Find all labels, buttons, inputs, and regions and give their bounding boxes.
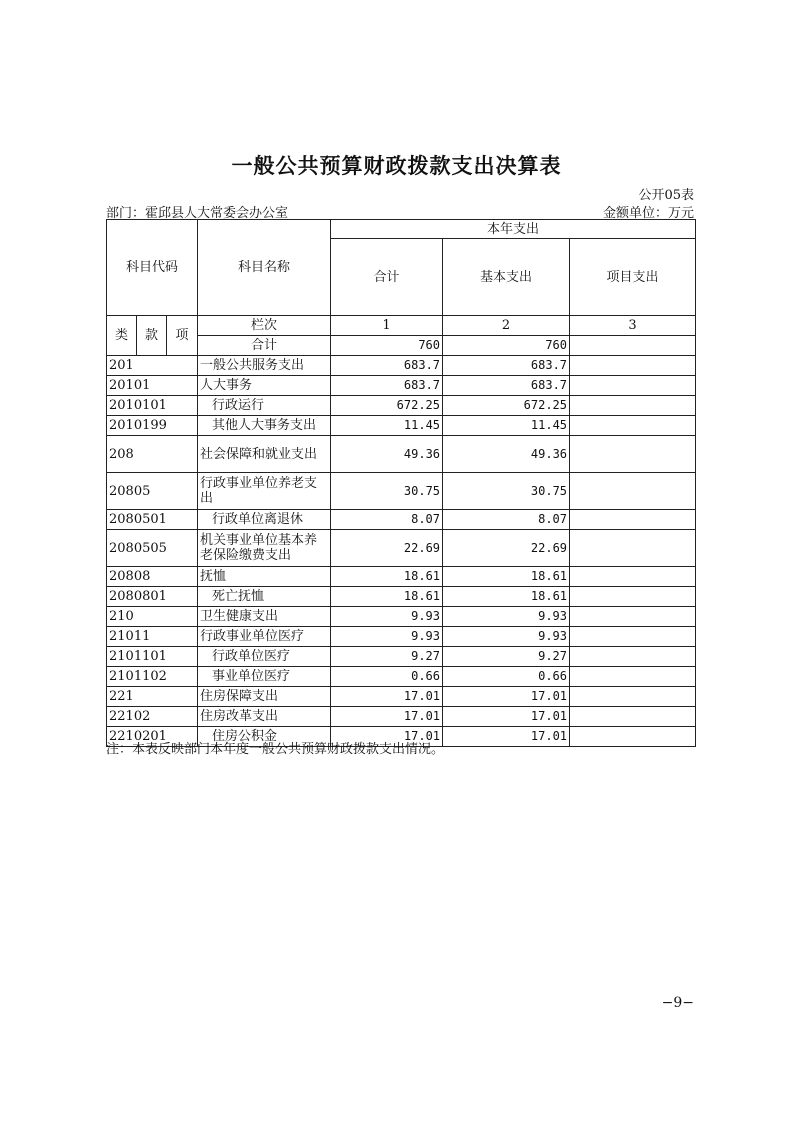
table-row xyxy=(107,510,696,530)
table-row xyxy=(107,530,696,567)
row-basic: 683.7 xyxy=(443,356,570,376)
row-name: 社会保障和就业支出 xyxy=(198,436,331,473)
row-total: 30.75 xyxy=(331,473,443,510)
row-total: 9.93 xyxy=(331,627,443,647)
table-row xyxy=(107,667,696,687)
row-code: 2210201 xyxy=(107,727,198,747)
table-header xyxy=(107,220,696,356)
row-code: 210 xyxy=(107,607,198,627)
table-row xyxy=(107,436,696,473)
row-code: 20808 xyxy=(107,567,198,587)
row-name: 死亡抚恤 xyxy=(198,587,331,607)
header-col-1: 1 xyxy=(331,316,443,336)
table-code: 公开05表 xyxy=(638,188,694,203)
row-total: 672.25 xyxy=(331,396,443,416)
row-basic: 17.01 xyxy=(443,727,570,747)
document-title: 一般公共预算财政拨款支出决算表 xyxy=(231,154,562,178)
table-body xyxy=(107,356,696,747)
header-lei: 类 xyxy=(107,316,137,356)
header-col-3: 3 xyxy=(570,316,696,336)
row-total: 9.27 xyxy=(331,647,443,667)
row-code: 208 xyxy=(107,436,198,473)
row-project xyxy=(570,727,696,747)
row-name: 行政事业单位医疗 xyxy=(198,627,331,647)
header-xiang: 项 xyxy=(167,316,198,356)
header-kuan: 款 xyxy=(137,316,167,356)
row-total: 18.61 xyxy=(331,587,443,607)
header-subject-code: 科目代码 xyxy=(107,220,198,316)
table-row xyxy=(107,567,696,587)
row-basic: 683.7 xyxy=(443,376,570,396)
row-project xyxy=(570,530,696,567)
table-row xyxy=(107,607,696,627)
page-number: −9− xyxy=(661,995,694,1011)
row-basic: 11.45 xyxy=(443,416,570,436)
row-code: 20101 xyxy=(107,376,198,396)
row-code: 2010199 xyxy=(107,416,198,436)
row-name: 卫生健康支出 xyxy=(198,607,331,627)
row-name: 一般公共服务支出 xyxy=(198,356,331,376)
row-basic: 672.25 xyxy=(443,396,570,416)
row-name: 行政运行 xyxy=(198,396,331,416)
row-code: 20805 xyxy=(107,473,198,510)
row-basic: 30.75 xyxy=(443,473,570,510)
department-label: 部门：霍邱县人大常委会办公室 xyxy=(106,206,289,221)
row-basic: 17.01 xyxy=(443,707,570,727)
row-project xyxy=(570,356,696,376)
row-total: 49.36 xyxy=(331,436,443,473)
row-total: 9.93 xyxy=(331,607,443,627)
row-basic: 9.93 xyxy=(443,607,570,627)
table-row xyxy=(107,627,696,647)
row-name: 住房公积金 xyxy=(198,727,331,747)
row-code: 2080505 xyxy=(107,530,198,567)
header-total: 合计 xyxy=(331,239,443,316)
row-total: 17.01 xyxy=(331,707,443,727)
row-project xyxy=(570,707,696,727)
row-project xyxy=(570,687,696,707)
row-name: 行政事业单位养老支出 xyxy=(198,473,331,510)
row-code: 201 xyxy=(107,356,198,376)
row-name: 住房改革支出 xyxy=(198,707,331,727)
row-project xyxy=(570,416,696,436)
table-row xyxy=(107,587,696,607)
total-row-project xyxy=(570,336,696,356)
row-name: 行政单位离退休 xyxy=(198,510,331,530)
row-project xyxy=(570,473,696,510)
row-name: 其他人大事务支出 xyxy=(198,416,331,436)
row-project xyxy=(570,436,696,473)
row-total: 0.66 xyxy=(331,667,443,687)
row-code: 2080501 xyxy=(107,510,198,530)
header-year-expense: 本年支出 xyxy=(331,220,696,239)
header-column-index: 栏次 xyxy=(198,316,331,336)
header-project: 项目支出 xyxy=(570,239,696,316)
row-total: 17.01 xyxy=(331,687,443,707)
row-name: 行政单位医疗 xyxy=(198,647,331,667)
row-basic: 18.61 xyxy=(443,587,570,607)
table-row xyxy=(107,416,696,436)
row-total: 18.61 xyxy=(331,567,443,587)
header-col-2: 2 xyxy=(443,316,570,336)
row-project xyxy=(570,627,696,647)
row-code: 2080801 xyxy=(107,587,198,607)
total-row-total: 760 xyxy=(331,336,443,356)
row-basic: 49.36 xyxy=(443,436,570,473)
row-total: 22.69 xyxy=(331,530,443,567)
row-code: 2010101 xyxy=(107,396,198,416)
row-name: 事业单位医疗 xyxy=(198,667,331,687)
amount-unit-label: 金额单位：万元 xyxy=(602,206,694,221)
total-row-label: 合计 xyxy=(198,336,331,356)
row-code: 2101102 xyxy=(107,667,198,687)
total-row-basic: 760 xyxy=(443,336,570,356)
row-total: 11.45 xyxy=(331,416,443,436)
row-project xyxy=(570,396,696,416)
row-project xyxy=(570,667,696,687)
row-project xyxy=(570,510,696,530)
table-row xyxy=(107,707,696,727)
row-project xyxy=(570,376,696,396)
table-row xyxy=(107,687,696,707)
table-row xyxy=(107,396,696,416)
row-project xyxy=(570,647,696,667)
row-project xyxy=(570,607,696,627)
table-note: 注：本表反映部门本年度一般公共预算财政拨款支出情况。 xyxy=(106,742,445,757)
row-name: 住房保障支出 xyxy=(198,687,331,707)
row-name: 人大事务 xyxy=(198,376,331,396)
row-basic: 8.07 xyxy=(443,510,570,530)
row-code: 21011 xyxy=(107,627,198,647)
table-row xyxy=(107,356,696,376)
row-project xyxy=(570,587,696,607)
table-row xyxy=(107,473,696,510)
row-basic: 0.66 xyxy=(443,667,570,687)
row-basic: 17.01 xyxy=(443,687,570,707)
expense-table xyxy=(106,219,696,747)
row-name: 机关事业单位基本养老保险缴费支出 xyxy=(198,530,331,567)
row-total: 17.01 xyxy=(331,727,443,747)
header-subject-name: 科目名称 xyxy=(198,220,331,316)
table-row xyxy=(107,647,696,667)
row-basic: 9.93 xyxy=(443,627,570,647)
row-code: 22102 xyxy=(107,707,198,727)
table-row xyxy=(107,376,696,396)
row-total: 8.07 xyxy=(331,510,443,530)
header-basic: 基本支出 xyxy=(443,239,570,316)
row-basic: 22.69 xyxy=(443,530,570,567)
row-total: 683.7 xyxy=(331,376,443,396)
row-code: 2101101 xyxy=(107,647,198,667)
row-basic: 18.61 xyxy=(443,567,570,587)
row-total: 683.7 xyxy=(331,356,443,376)
row-name: 抚恤 xyxy=(198,567,331,587)
row-project xyxy=(570,567,696,587)
row-basic: 9.27 xyxy=(443,647,570,667)
row-code: 221 xyxy=(107,687,198,707)
